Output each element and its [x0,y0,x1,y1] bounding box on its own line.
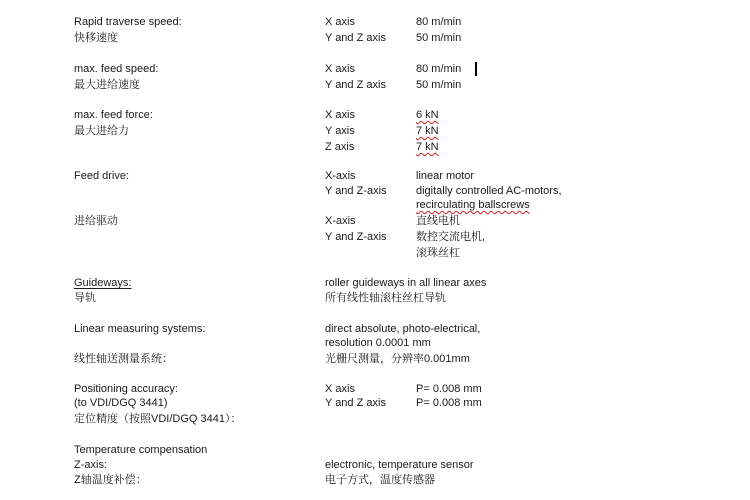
guideways-value: roller guideways in all linear axes [325,277,487,289]
linear-measuring-label-cn: 线性轴送测量系统： [74,353,173,365]
temperature-compensation-label: Temperature compensation [74,444,208,456]
maxfeed-x-axis-value: 80 m/min [416,63,462,75]
rapid-traverse-label: Rapid traverse speed: [74,16,182,28]
drive-yz-axis-value: digitally controlled AC-motors, [416,185,562,197]
temperature-compensation-label-cn: Z轴温度补偿： [74,474,147,486]
pos-x-axis-value: P= 0.008 mm [416,383,482,395]
max-feed-speed-label-cn: 最大进给速度 [74,79,140,91]
temperature-compensation-value: electronic, temperature sensor [325,459,474,471]
guideways-value-cn: 所有线性轴滚柱丝杠导轨 [325,292,446,304]
pos-yz-axis-label: Y and Z axis [325,397,386,409]
force-z-axis-label: Z axis [325,141,355,153]
drive-x-axis-value: linear motor [416,170,475,182]
feed-drive-label: Feed drive: [74,170,130,182]
drive-yz-axis-value-line2 [416,198,530,212]
force-x-axis-value: 6 kN [416,109,439,121]
force-x-axis-label: X axis [325,109,355,121]
temperature-compensation-value-cn: 电子方式，温度传感器 [325,474,435,486]
drive-cn-yz-axis-value: 数控交流电机, [416,231,486,243]
max-feed-force-label-cn: 最大进给力 [74,125,129,137]
text-cursor [475,62,477,76]
pos-x-axis-label: X axis [325,383,355,395]
feed-drive-label-cn: 进给驱动 [74,215,118,227]
drive-x-axis-label: X-axis [325,170,356,182]
max-feed-force-label: max. feed force: [74,109,153,121]
rapid-x-axis-value: 80 m/min [416,16,462,28]
guideways-label: Guideways: [74,277,132,289]
force-y-axis-label: Y axis [325,125,355,137]
rapid-yz-axis-value: 50 m/min [416,32,462,44]
drive-cn-yz-axis-label: Y and Z-axis [325,231,387,243]
maxfeed-yz-axis-value: 50 m/min [416,79,462,91]
rapid-yz-axis-label: Y and Z axis [325,32,386,44]
ballscrews-text: recirculating ballscrews [416,199,530,211]
rapid-traverse-label-cn: 快移速度 [74,32,118,44]
rapid-x-axis-label: X axis [325,16,355,28]
temperature-z-axis-label: Z-axis: [74,459,107,471]
drive-cn-yz-axis-value-line2: 滚珠丝杠 [416,247,460,259]
force-z-axis-value: 7 kN [416,141,439,153]
linear-measuring-label: Linear measuring systems: [74,323,206,335]
maxfeed-yz-axis-label: Y and Z axis [325,79,386,91]
drive-cn-x-axis-label: X-axis [325,215,356,227]
linear-measuring-resolution: resolution 0.0001 mm [325,337,431,349]
positioning-accuracy-label-cn: 定位精度（按照VDI/DGQ 3441）： [74,413,242,425]
max-feed-speed-label: max. feed speed: [74,63,159,75]
pos-yz-axis-value: P= 0.008 mm [416,397,482,409]
linear-measuring-value: direct absolute, photo-electrical, [325,323,481,335]
positioning-accuracy-label: Positioning accuracy: [74,383,178,395]
linear-measuring-value-cn: 光栅尺测量，分辨率0.001mm [325,353,470,365]
drive-cn-x-axis-value: 直线电机 [416,215,460,227]
force-y-axis-value: 7 kN [416,125,439,137]
guideways-label-cn: 导轨 [74,292,96,304]
positioning-standard: (to VDI/DGQ 3441) [74,397,168,409]
drive-yz-axis-label: Y and Z-axis [325,185,387,197]
maxfeed-x-axis-label: X axis [325,63,355,75]
